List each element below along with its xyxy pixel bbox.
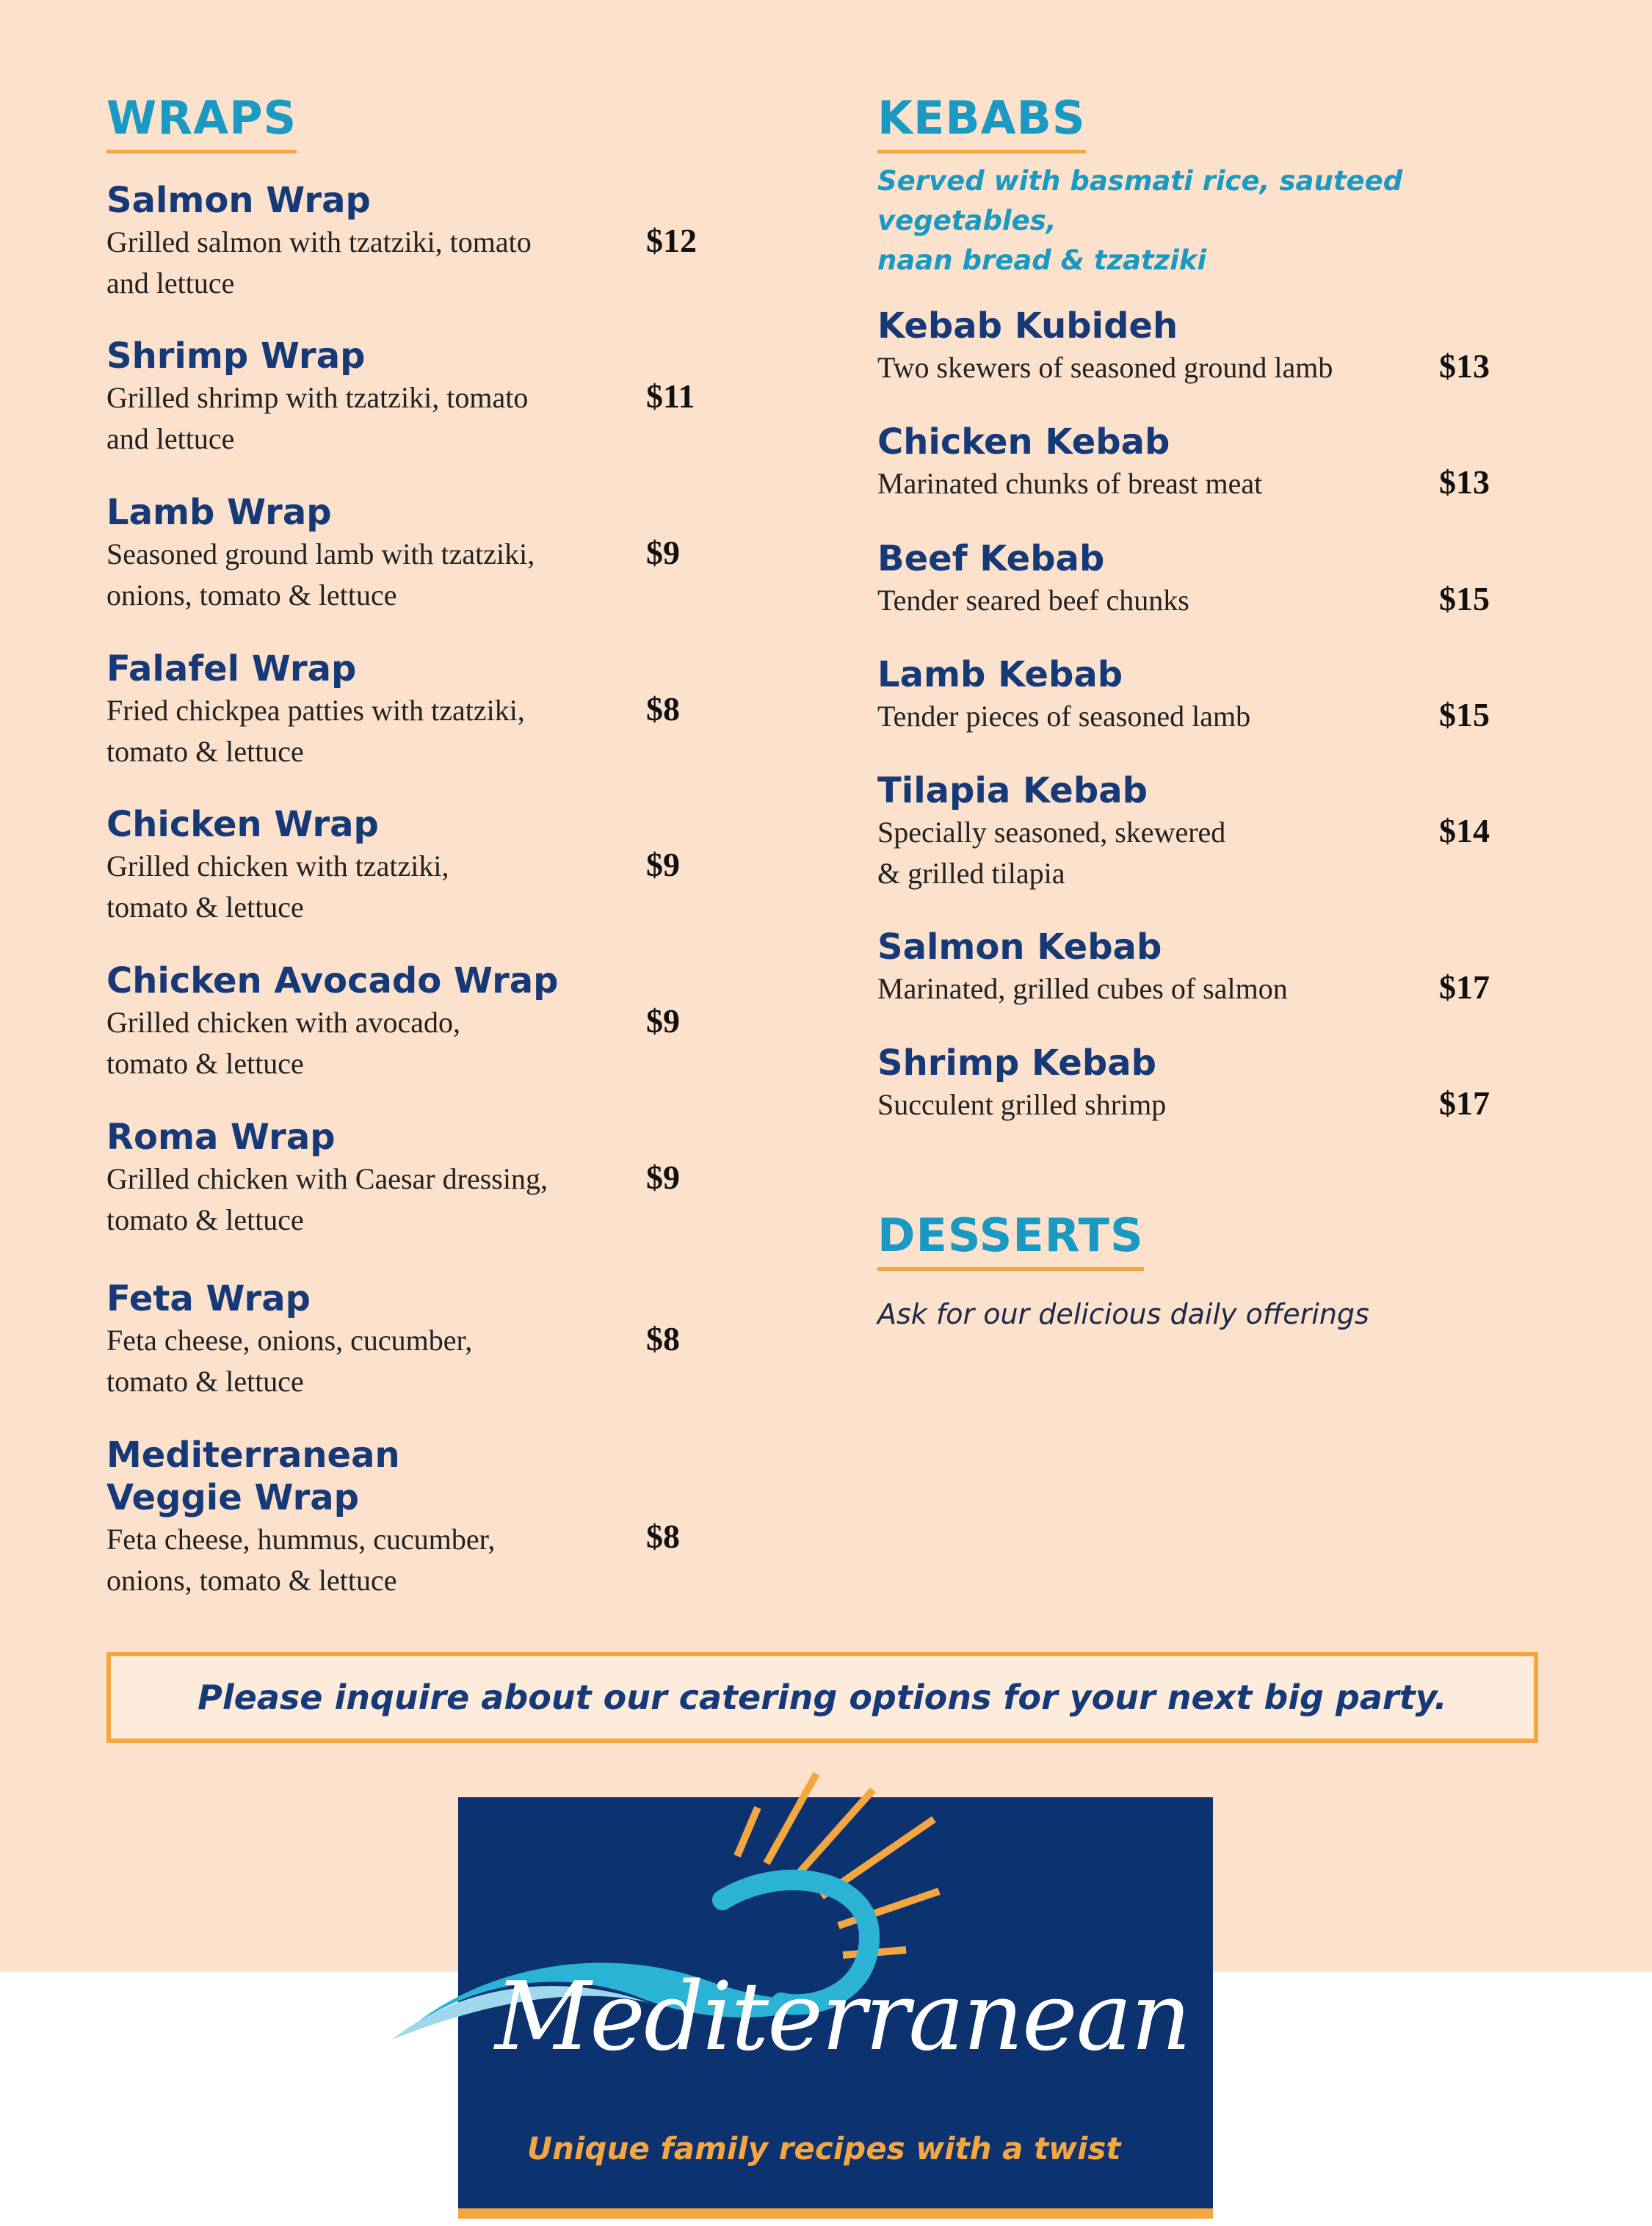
item-price: $11: [646, 377, 695, 415]
item-price: $8: [646, 1320, 680, 1357]
item-price: $9: [646, 1002, 680, 1040]
item-price: $9: [646, 1159, 680, 1196]
item-name: Salmon Kebab: [877, 927, 1162, 968]
item-price: $9: [646, 534, 680, 571]
item-price: $13: [1439, 463, 1490, 501]
item-name-line: Mediterranean: [106, 1435, 400, 1476]
desserts-title: DESSERTS: [877, 1213, 1144, 1271]
item-name: Chicken Kebab: [877, 421, 1170, 463]
kebabs-title: KEBABS: [877, 95, 1086, 153]
item-name: Chicken Avocado Wrap: [106, 960, 559, 1001]
item-name: Shrimp Kebab: [877, 1043, 1156, 1084]
menu-item-feta-wrap: [106, 1277, 767, 1402]
menu-item-shrimp-kebab: [877, 1042, 1553, 1125]
item-price: $14: [1439, 812, 1490, 849]
logo-name: Mediterranean Grill: [495, 1962, 1421, 2072]
item-desc-line: Marinated, grilled cubes of salmon: [877, 972, 1288, 1005]
item-desc-line: and lettuce: [106, 267, 235, 300]
kebabs-subtitle: [877, 162, 1509, 280]
item-desc-line: Succulent grilled shrimp: [877, 1088, 1167, 1121]
item-desc-line: Tender pieces of seasoned lamb: [877, 700, 1251, 733]
item-name: Chicken Wrap: [106, 804, 379, 845]
item-price: $17: [1439, 968, 1490, 1006]
menu-item-salmon-kebab: [877, 926, 1553, 1009]
logo-tagline: Unique family recipes with a twist: [527, 2131, 1121, 2167]
menu-item-chicken-avocado-wrap: [106, 960, 767, 1084]
catering-banner: Please inquire about our catering options for your next big party.: [106, 1652, 1538, 1743]
item-name: Beef Kebab: [877, 538, 1105, 579]
item-name-line: Veggie Wrap: [106, 1477, 360, 1518]
menu-item-tilapia-kebab: [877, 769, 1553, 894]
item-name: Shrimp Wrap: [106, 336, 366, 377]
desserts-note: Ask for our delicious daily offerings: [877, 1298, 1369, 1330]
menu-item-roma-wrap: [106, 1116, 767, 1241]
menu-item-falafel-wrap: [106, 648, 767, 772]
item-desc-line: onions, tomato & lettuce: [106, 579, 397, 612]
kebabs-subtitle-line: Served with basmati rice, sauteed vegetables,: [877, 165, 1403, 236]
restaurant-logo: [458, 1797, 1421, 2208]
menu-item-mediterranean-veggie-wrap: [106, 1434, 767, 1601]
menu-item-chicken-kebab: [877, 421, 1553, 504]
item-name: Salmon Wrap: [106, 180, 371, 221]
item-price: $15: [1439, 580, 1490, 617]
item-desc-line: Seasoned ground lamb with tzatziki,: [106, 537, 535, 570]
item-price: $9: [646, 846, 680, 883]
item-desc-line: Grilled chicken with avocado,: [106, 1006, 461, 1039]
item-desc-line: Grilled salmon with tzatziki, tomato: [106, 225, 532, 258]
item-desc-line: Fried chickpea patties with tzatziki,: [106, 694, 525, 727]
item-desc-line: Tender seared beef chunks: [877, 584, 1189, 617]
item-desc-line: & grilled tilapia: [877, 857, 1065, 890]
item-desc-line: Grilled shrimp with tzatziki, tomato: [106, 381, 529, 414]
kebabs-subtitle-line: naan bread & tzatziki: [877, 244, 1207, 276]
item-desc-line: and lettuce: [106, 422, 235, 455]
item-desc-line: tomato & lettuce: [106, 1365, 304, 1398]
item-name: Tilapia Kebab: [877, 770, 1148, 811]
menu-item-shrimp-wrap: [106, 335, 767, 460]
item-price: $15: [1439, 696, 1490, 733]
item-desc-line: Grilled chicken with Caesar dressing,: [106, 1162, 548, 1195]
item-price: $17: [1439, 1084, 1490, 1122]
item-desc-line: onions, tomato & lettuce: [106, 1564, 397, 1597]
menu-item-salmon-wrap: [106, 179, 767, 304]
logo-underline: [458, 2208, 1213, 2219]
item-desc-line: Two skewers of seasoned ground lamb: [877, 351, 1333, 384]
item-desc-line: tomato & lettuce: [106, 1203, 304, 1236]
item-desc-line: tomato & lettuce: [106, 735, 304, 768]
item-desc-line: tomato & lettuce: [106, 891, 304, 924]
menu-item-lamb-kebab: [877, 653, 1553, 737]
item-name: Lamb Kebab: [877, 654, 1123, 695]
item-desc-line: Marinated chunks of breast meat: [877, 467, 1263, 500]
item-name: Lamb Wrap: [106, 492, 332, 533]
item-desc-line: Feta cheese, hummus, cucumber,: [106, 1523, 496, 1556]
item-name: Kebab Kubideh: [877, 305, 1178, 347]
item-name: Roma Wrap: [106, 1117, 336, 1158]
menu-item-beef-kebab: [877, 537, 1553, 621]
item-price: $12: [646, 222, 697, 259]
item-desc-line: Grilled chicken with tzatziki,: [106, 849, 449, 882]
item-desc-line: Specially seasoned, skewered: [877, 816, 1226, 849]
menu-item-lamb-wrap: [106, 491, 767, 616]
menu-item-chicken-wrap: [106, 803, 767, 928]
wraps-title: WRAPS: [106, 95, 297, 153]
item-desc-line: Feta cheese, onions, cucumber,: [106, 1324, 473, 1357]
item-price: $8: [646, 690, 680, 728]
item-desc-line: tomato & lettuce: [106, 1047, 304, 1080]
item-price: $13: [1439, 347, 1490, 385]
item-name: Feta Wrap: [106, 1278, 311, 1319]
item-price: $8: [646, 1518, 680, 1555]
item-name: Falafel Wrap: [106, 648, 357, 689]
menu-item-kebab-kubideh: [877, 305, 1553, 388]
